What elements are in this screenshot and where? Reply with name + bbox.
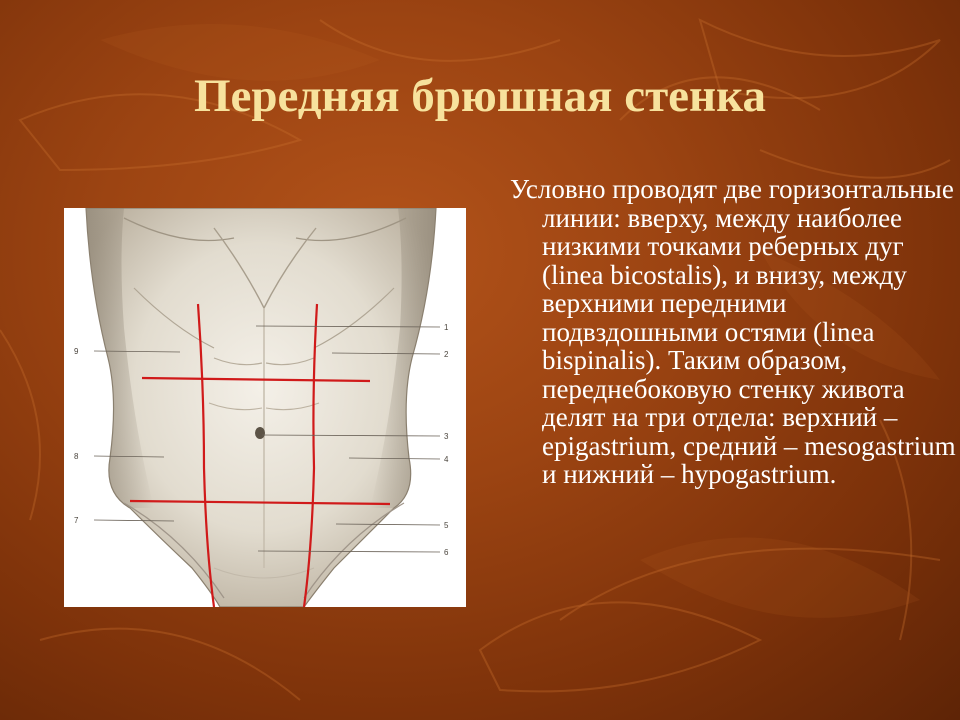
label-4: 4 (444, 455, 449, 464)
label-2: 2 (444, 350, 449, 359)
label-9: 9 (74, 347, 79, 356)
abdomen-illustration (64, 208, 466, 607)
label-5: 5 (444, 521, 449, 530)
label-6: 6 (444, 548, 449, 557)
label-1: 1 (444, 323, 449, 332)
label-3: 3 (444, 432, 449, 441)
body-text: Условно проводят две горизонтальные линии: вверху, между наиболее низкими точками реберных дуг (linea bicostalis), и внизу, между верхними передними подвздошными остями (linea bispinalis). Таким образом, переднебоковую стенку живота делят на три отдела: верхний – epigastrium, средний – mesogastrium и нижний – hypogastrium. (510, 174, 956, 489)
torso-outline (86, 208, 436, 607)
label-7: 7 (74, 516, 79, 525)
label-8: 8 (74, 452, 79, 461)
slide-title: Передняя брюшная стенка (193, 70, 766, 122)
navel (255, 427, 265, 439)
